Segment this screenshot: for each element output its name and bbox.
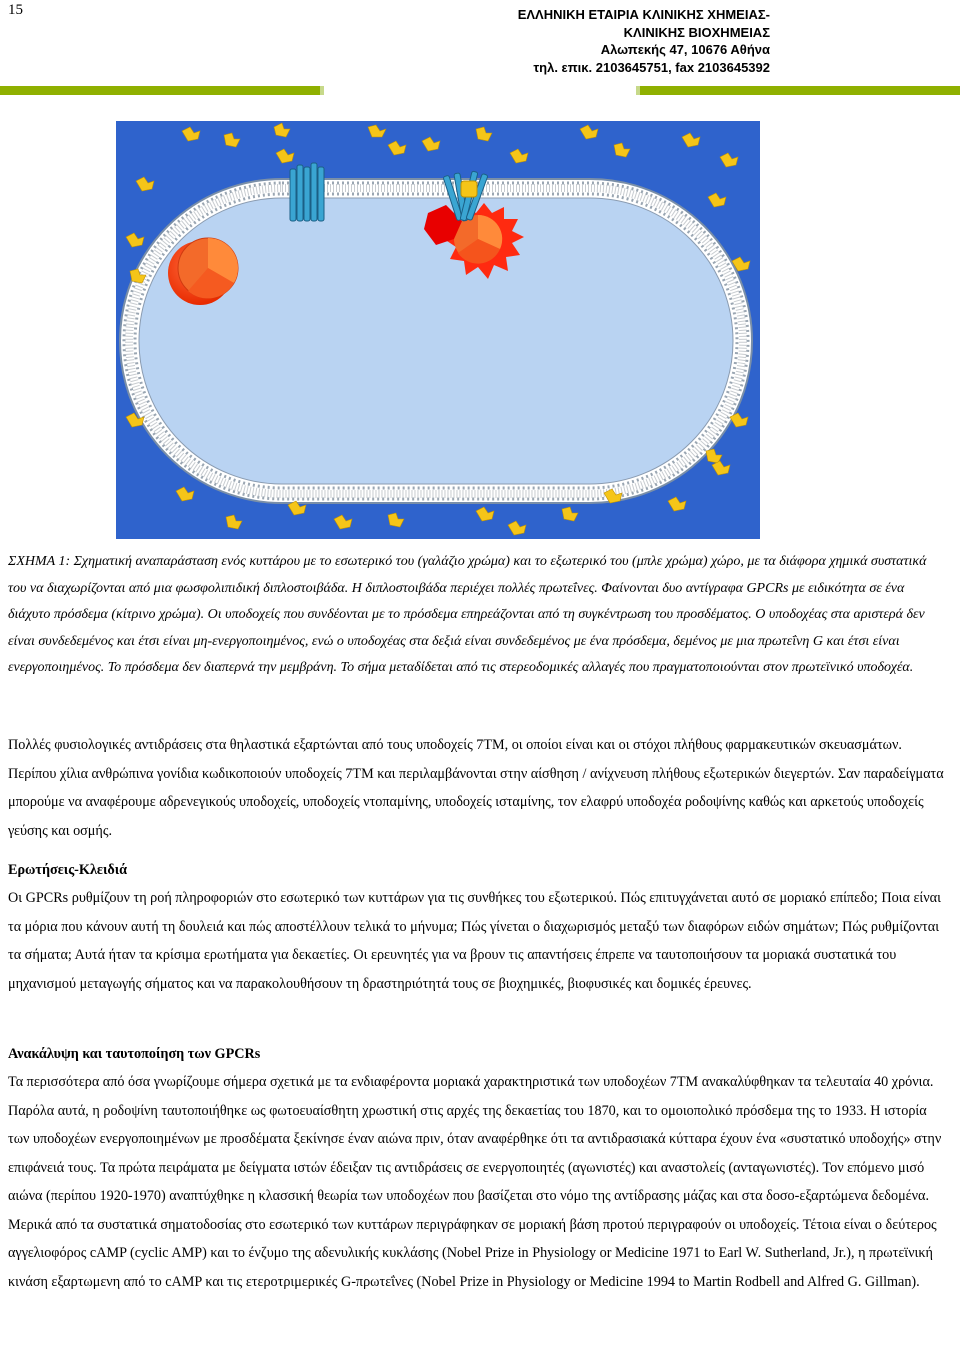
bar-segment xyxy=(324,86,636,95)
discovery-section xyxy=(8,1040,948,1296)
intro-section xyxy=(8,731,948,845)
figure-label: ΣΧΗΜΑ 1: xyxy=(8,554,71,569)
discovery-paragraph-2: Μερικά από τα συστατικά σηματοδοσίας στο εσωτερικό των κυττάρων περιγράφηκαν σε μοριακή βάση προτού περιγραφούν οι υποδοχείς. Τέτοια είναι ο δεύτερος αγγελιοφόρος cAMP (cyclic AMP) και το ένζυμο της αδενυλικής κυκλάσης (Nobel Prize in Physiology or Medicine 1971 to Earl W. Sutherland, Jr.), η πρωτεϊνική κινάση εξαρτωμενη από το cAMP και τις ετεροτριμερικές G-πρωτεΐνες (Nobel Prize in Physiology or Medicine 1994 to Martin Rodbell and Alfred G. Gillman). xyxy=(8,1216,937,1290)
org-address: Αλωπεκής 47, 10676 Αθήνα xyxy=(600,42,770,57)
figure-caption-text: Σχηματική αναπαράσταση ενός κυττάρου με το εσωτερικό του (γαλάζιο χρώμα) και το εξωτερικό του (μπλε χρώμα) χώρο, με τα διάφορα χημικά συστατικά του να διαχωρίζονται από μια φωσφολιπιδική διπλοστοιβάδα. Η διπλοστοιβάδα περιέχει πολλές πρωτεΐνες. Φαίνονται δυο αντίγραφα GPCRs με ειδικότητα σε ένα διάχυτο πρόσδεμα (κίτρινο χρώμα). Οι υποδοχείς που συνδέονται με το πρόσδεμα επηρεάζονται από τη συγκέντρωση του προσδέματος. Ο υποδοχέας στα αριστερά δεν είναι συνδεδεμένος και έτσι είναι μη-ενεργοποιημένος, ενώ ο υποδοχέας στα δεξιά είναι συνδεδεμένος με ένα πρόσδεμα, δεμένος με μια πρωτεΐνη G και έτσι είναι ενεργοποιημένος. Το πρόσδεμα δεν διαπερνά την μεμβράνη. Το σήμα μεταδίδεται από τις στερεοδομικές αλλαγές που πραγματοποιούνται στον πρωτεϊνικό υποδοχέα. xyxy=(8,554,927,676)
section-heading-discovery: Ανακάλυψη και ταυτοποίηση των GPCRs xyxy=(8,1046,261,1062)
page-number: 15 xyxy=(8,2,23,18)
discovery-paragraph-1: Τα περισσότερα από όσα γνωρίζουμε σήμερα σχετικά με τα ενδιαφέροντα μοριακά χαρακτηριστικά των υποδοχέων 7ΤΜ ανακαλύφθηκαν τα τελευταία 40 χρόνια. Παρόλα αυτά, η ροδοψίνη ταυτοποιήθηκε ως φωτοευαίσθητη χρωστική στις αρχές της δεκαετίας του 1870, και το ομοιοπολικό πρόσδεμα της το 1933. Η ιστορία των υποδοχέων ενεργοποιημένων με προσδέματα ξεκίνησε έναν αιώνα πριν, όταν αναφέρθηκε ότι τα αντιδρασιακά κύτταρα έχουν ένα «συστατικό υποδοχής» στην επιφάνειά τους. Τα πρώτα πειράματα με δείγματα ιστών έδειξαν τις αντιδράσεις σε ενεργοποιητές (αγωνιστές) και αναστολείς (ανταγωνιστές). Τον επόμενο μισό αιώνα (περίπου 1920-1970) αναπτύχθηκε η κλασσική θεωρία των υποδοχέων που βασίζεται στο νόμο της αντίδρασης μάζας και στα δοσο-εξαρτώμενα δεδομένα. xyxy=(8,1074,942,1204)
letterhead xyxy=(518,6,770,76)
bar-segment xyxy=(0,86,320,95)
bar-segment xyxy=(640,86,960,95)
gpcr-receptor-left xyxy=(290,163,324,221)
org-name-line1: ΕΛΛΗΝΙΚΗ ΕΤΑΙΡΙΑ ΚΛΙΝΙΚΗΣ ΧΗΜΕΙΑΣ- xyxy=(517,7,770,22)
section-heading-key-questions: Ερωτήσεις-Κλειδιά xyxy=(8,862,128,878)
org-name-line2: ΚΛΙΝΙΚΗΣ ΒΙΟΧΗΜΕΙΑΣ xyxy=(623,24,770,40)
header-divider-bar xyxy=(0,86,960,95)
figure-caption xyxy=(8,549,948,682)
cell-membrane-illustration xyxy=(116,121,760,539)
org-contact: τηλ. επικ. 2103645751, fax 2103645392 xyxy=(533,59,770,75)
intro-paragraph: Πολλές φυσιολογικές αντιδράσεις στα θηλαστικά εξαρτώνται από τους υποδοχείς 7ΤΜ, οι οποίοι είναι και οι στόχοι πλήθους φαρμακευτικών σκευασμάτων. Περίπου χίλια ανθρώπινα γονίδια κωδικοποιούν υποδοχείς 7ΤΜ και περιλαμβάνονται στην αίσθηση / ανίχνευση πλήθους εξωτερικών διεγερτών. Σαν παραδείγματα μπορούμε να αναφέρουμε αδρενεγικούς υποδοχείς, υποδοχείς ντοπαμίνης, υποδοχείς ισταμίνης, τον ελαφρύ υποδοχέα ροδοψίνης καθώς και αρκετούς υποδοχείς γεύσης και οσμής. xyxy=(8,737,944,839)
key-questions-section xyxy=(8,856,948,998)
key-questions-paragraph: Οι GPCRs ρυθμίζουν τη ροή πληροφοριών στο εσωτερικό των κυττάρων για τις συνθήκες του εξωτερικού. Πώς επιτυγχάνεται αυτό σε μοριακό επίπεδο; Ποια είναι τα μόρια που κάνουν αυτή τη δουλειά και πώς αποστέλλουν τελικά το μήνυμα; Πώς γίνεται ο διαχωρισμός μεταξύ των διαφόρων ειδών σημάτων; Πώς ρυθμίζονται τα σήματα; Αυτά ήταν τα κρίσιμα ερωτήματα για δεκαετίες. Οι ερευνητές για να βρουν τις απαντήσεις έπρεπε να ταυτοποιήσουν τα μοριακά συστατικά του μηχανισμού μεταγωγής σήματος και να παρακολουθήσουν τη δραστηριότητά τους σε βιοχημικές, βιοφυσικές και δομικές έρευνες. xyxy=(8,890,941,992)
